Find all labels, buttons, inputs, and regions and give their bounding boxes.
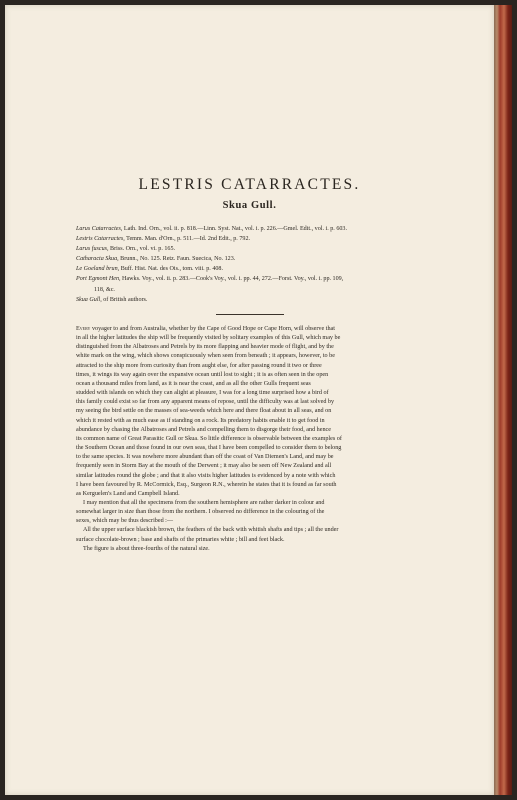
text-line: in all the higher latitudes the ship will be frequently visited by solitary examples of this Gull, which may be	[76, 335, 341, 342]
text-line: which it rested with as much ease as if standing on a rock. Its predatory habits enable it to get food in	[76, 417, 325, 424]
text-line: the Southern Ocean and those found in our own seas, that I have been compelled to consider them to belong	[76, 445, 342, 452]
text-line: distinguished from the Albatroses and Petrels by its more flapping and heavier mode of flight, and by the	[76, 344, 334, 351]
synonymy-entry	[76, 234, 496, 244]
text-line: I have been favoured by R. McCormick, Esq., Surgeon R.N., wherein he states that it is found as far south	[76, 481, 337, 488]
paragraph-figure-note	[76, 545, 495, 554]
paragraph-comparison	[76, 499, 495, 526]
synonym-name: Larus fuscus,	[76, 246, 109, 253]
synonym-reference: Lath. Ind. Orn., vol. ii. p. 818.—Linn. Syst. Nat., vol. i. p. 226.—Gmel. Edit., vol. i. p. 603.	[122, 226, 348, 232]
synonym-name: Skua Gull,	[76, 296, 102, 303]
text-line: frequently seen in Storm Bay at the mouth of the Derwent ; it may also be seen off New Zealand and all	[76, 463, 332, 470]
synonymy-entry	[76, 224, 496, 234]
drop-lead-word: Every	[76, 326, 91, 332]
paragraph-observations	[76, 325, 495, 499]
text-line: abundance by chasing the Albatroses and Petrels and compelling them to disgorge their food, and hence	[76, 426, 331, 433]
text-line: similar latitudes round the globe ; and that it also visits higher latitudes is evidenced by a note with which	[76, 472, 336, 479]
text-line: ocean a thousand miles from land, as it is near the coast, and as all the other Gulls frequent seas	[76, 380, 311, 387]
text-line: The figure is about three-fourths of the natural size.	[83, 545, 210, 552]
synonym-reference: 118, &c.	[94, 286, 115, 293]
text-line: somewhat larger in size than those from the northern. I observed no difference in the colouring of the	[76, 509, 325, 516]
marbled-page-edge	[494, 5, 512, 795]
text-line: this family could exist so far from any apparent means of repose, until the difficulty was at last solved by	[76, 399, 335, 406]
species-description	[76, 325, 495, 554]
section-divider	[216, 314, 284, 315]
synonym-reference: of British authors.	[101, 296, 148, 303]
synonymy-entry	[76, 264, 496, 274]
synonym-reference: Briss. Orn., vol. vi. p. 165.	[108, 246, 176, 253]
species-title: LESTRIS CATARRACTES.	[138, 176, 361, 193]
synonym-name: Catharacta Skua,	[76, 256, 119, 263]
text-line-rest: voyager to and from Australia, whether by the Cape of Good Hope or Cape Horn, will observe that	[90, 326, 335, 332]
synonymy-entry	[76, 295, 496, 305]
text-line: times, it wings its way again over the expansive ocean until lost to sight ; it is as often seen in the open	[76, 371, 329, 378]
synonymy-entry-continuation	[76, 285, 496, 295]
synonym-name: Le Goeland brun,	[76, 266, 120, 273]
synonymy-list	[76, 224, 496, 305]
text-line	[76, 325, 495, 334]
text-line: as Kerguelen's Land and Campbell Island.	[76, 490, 180, 497]
synonym-reference: Buff. Hist. Nat. des Ois., tom. viii. p. 408.	[119, 266, 223, 273]
text-line: its common name of Great Parasitic Gull or Skua. So little difference is observable between the examples of	[76, 435, 342, 442]
text-line: attracted to the ship more from curiosity than from aught else, for after passing round it two or three	[76, 362, 322, 369]
text-line: studded with islands on which they can alight at pleasure, I was for a long time surprised how a bird of	[76, 390, 329, 397]
text-line: to the same species. It was nowhere more abundant than off the coast of Van Diemen's Land, and may be	[76, 454, 334, 461]
synonymy-entry	[76, 254, 496, 264]
text-line: All the upper surface blackish brown, the feathers of the back with whitish shafts and tips ; all the under	[83, 527, 339, 534]
paragraph-plumage	[76, 526, 495, 544]
synonymy-entry	[76, 244, 496, 254]
text-line: surface chocolate-brown ; base and shafts of the primaries white ; bill and feet black.	[76, 536, 285, 543]
text-line: sexes, which may be thus described :—	[76, 518, 174, 525]
synonym-reference: Brunn., No. 125. Retz. Faun. Suecica, No. 123.	[118, 256, 236, 263]
text-line: my seeing the bird settle on the masses of sea-weeds which here and there float about in all seas, and on	[76, 408, 332, 415]
synonym-reference: Hawks. Voy., vol. ii. p. 283.—Cook's Voy., vol. i. pp. 44, 272.—Forst. Voy., vol. i. pp. 109,	[120, 276, 344, 283]
synonym-name: Larus Catarractes,	[76, 226, 123, 232]
text-line: I may mention that all the specimens from the southern hemisphere are rather darker in colour and	[83, 499, 325, 506]
synonym-reference: Temm. Man. d'Orn., p. 511.—Id. 2nd Edit., p. 792.	[124, 236, 251, 243]
text-line: white mark on the wing, which shows conspicuously when seen from beneath ; it appears, however, to be	[76, 353, 335, 360]
common-name-subtitle: Skua Gull.	[222, 200, 277, 211]
synonym-name: Port Egmont Hen,	[76, 276, 121, 283]
synonymy-entry	[76, 274, 496, 284]
synonym-name: Lestris Catarractes,	[76, 236, 125, 243]
